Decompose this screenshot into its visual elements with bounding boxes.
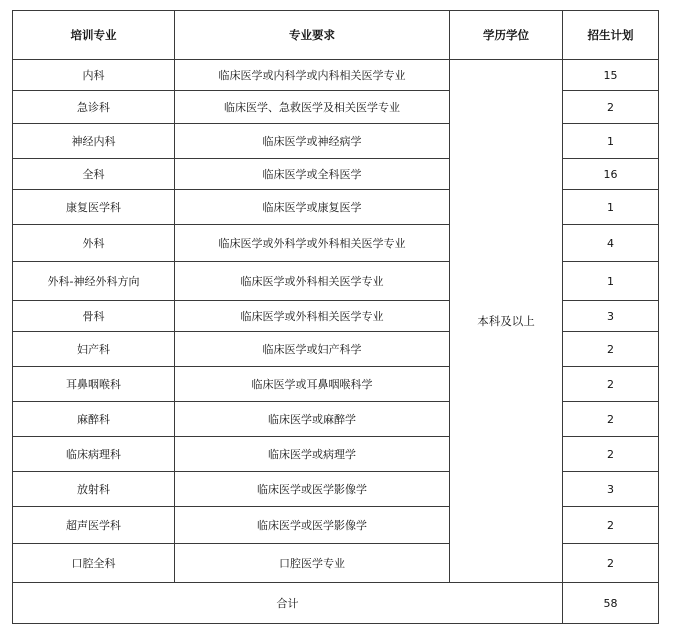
table-row	[13, 60, 659, 91]
quota-cell: 1	[563, 190, 659, 225]
requirement-cell: 临床医学、急救医学及相关医学专业	[175, 91, 450, 124]
degree-cell: 本科及以上	[450, 60, 563, 583]
requirement-cell: 临床医学或麻醉学	[175, 402, 450, 437]
table-row	[13, 544, 659, 583]
recruitment-plan-table	[12, 10, 659, 624]
table-row	[13, 472, 659, 507]
requirement-cell: 临床医学或外科相关医学专业	[175, 301, 450, 332]
requirement-cell: 临床医学或外科相关医学专业	[175, 262, 450, 301]
quota-cell: 3	[563, 472, 659, 507]
major-cell: 放射科	[13, 472, 175, 507]
table-row	[13, 301, 659, 332]
table-row	[13, 124, 659, 159]
requirement-cell: 临床医学或神经病学	[175, 124, 450, 159]
header-quota: 招生计划	[563, 11, 659, 60]
requirement-cell: 临床医学或医学影像学	[175, 472, 450, 507]
quota-cell: 16	[563, 159, 659, 190]
quota-cell: 2	[563, 544, 659, 583]
header-row	[13, 11, 659, 60]
table-row	[13, 225, 659, 262]
major-cell: 全科	[13, 159, 175, 190]
requirement-cell: 临床医学或外科学或外科相关医学专业	[175, 225, 450, 262]
table-row	[13, 367, 659, 402]
quota-cell: 2	[563, 437, 659, 472]
major-cell: 康复医学科	[13, 190, 175, 225]
table-row	[13, 402, 659, 437]
total-label: 合计	[13, 583, 563, 624]
major-cell: 内科	[13, 60, 175, 91]
table-row	[13, 262, 659, 301]
quota-cell: 2	[563, 402, 659, 437]
header-requirement: 专业要求	[175, 11, 450, 60]
quota-cell: 2	[563, 91, 659, 124]
quota-cell: 2	[563, 332, 659, 367]
table-row	[13, 332, 659, 367]
requirement-cell: 临床医学或全科医学	[175, 159, 450, 190]
header-degree: 学历学位	[450, 11, 563, 60]
quota-cell: 2	[563, 507, 659, 544]
requirement-cell: 临床医学或病理学	[175, 437, 450, 472]
major-cell: 骨科	[13, 301, 175, 332]
header-major: 培训专业	[13, 11, 175, 60]
total-value: 58	[563, 583, 659, 624]
requirement-cell: 临床医学或医学影像学	[175, 507, 450, 544]
table-row	[13, 437, 659, 472]
major-cell: 口腔全科	[13, 544, 175, 583]
major-cell: 麻醉科	[13, 402, 175, 437]
quota-cell: 4	[563, 225, 659, 262]
quota-cell: 3	[563, 301, 659, 332]
table-row	[13, 91, 659, 124]
quota-cell: 2	[563, 367, 659, 402]
table-row	[13, 159, 659, 190]
major-cell: 耳鼻咽喉科	[13, 367, 175, 402]
table-row	[13, 507, 659, 544]
requirement-cell: 临床医学或妇产科学	[175, 332, 450, 367]
major-cell: 外科	[13, 225, 175, 262]
major-cell: 妇产科	[13, 332, 175, 367]
quota-cell: 15	[563, 60, 659, 91]
table-row	[13, 190, 659, 225]
quota-cell: 1	[563, 124, 659, 159]
quota-cell: 1	[563, 262, 659, 301]
requirement-cell: 临床医学或康复医学	[175, 190, 450, 225]
major-cell: 神经内科	[13, 124, 175, 159]
total-row	[13, 583, 659, 624]
requirement-cell: 临床医学或内科学或内科相关医学专业	[175, 60, 450, 91]
requirement-cell: 口腔医学专业	[175, 544, 450, 583]
requirement-cell: 临床医学或耳鼻咽喉科学	[175, 367, 450, 402]
major-cell: 临床病理科	[13, 437, 175, 472]
major-cell: 急诊科	[13, 91, 175, 124]
major-cell: 外科-神经外科方向	[13, 262, 175, 301]
major-cell: 超声医学科	[13, 507, 175, 544]
